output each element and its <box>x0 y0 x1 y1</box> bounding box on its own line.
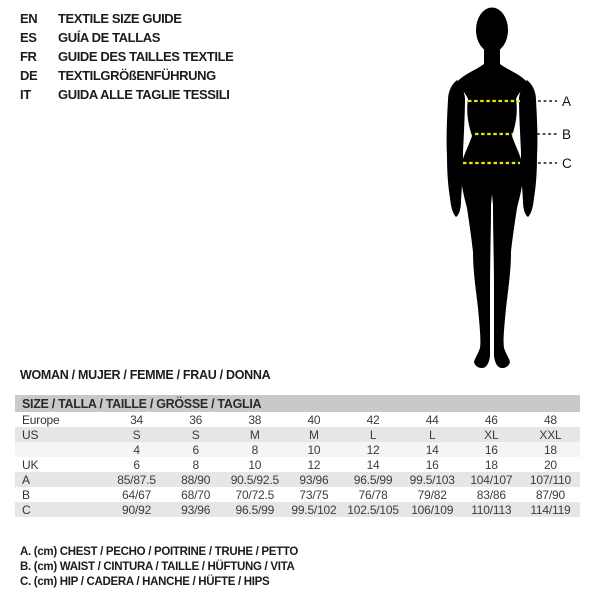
table-cell: XXL <box>539 427 562 442</box>
table-cell: 99.5/102 <box>291 502 337 517</box>
table-cell: 96.5/99 <box>353 472 393 487</box>
marker-label-c: C <box>562 156 572 171</box>
size-table <box>15 395 580 517</box>
table-cell: 16 <box>484 442 498 457</box>
silhouette-left-arm <box>447 80 465 217</box>
table-cell: 44 <box>425 412 439 427</box>
language-row <box>20 28 233 47</box>
table-cell: 4 <box>133 442 140 457</box>
legend-line-hip: C. (cm) HIP / CADERA / HANCHE / HÜFTE / HIPS <box>20 576 270 588</box>
table-cell: L <box>428 427 436 442</box>
table-cell: S <box>132 427 141 442</box>
size-table-header: SIZE / TALLA / TAILLE / GRÖSSE / TAGLIA <box>15 395 580 412</box>
table-cell: 76/78 <box>358 487 388 502</box>
legend-line-waist: B. (cm) WAIST / CINTURA / TAILLE / HÜFTUNG / VITA <box>20 561 295 573</box>
measurement-figure <box>420 0 600 380</box>
row-label: B <box>22 487 30 502</box>
table-cell: 12 <box>366 442 380 457</box>
table-cell: 20 <box>543 457 557 472</box>
table-row <box>15 457 580 472</box>
table-cell: 70/72.5 <box>235 487 275 502</box>
table-cell: 6 <box>192 442 199 457</box>
row-label: UK <box>22 457 39 472</box>
row-label: Europe <box>22 412 60 427</box>
table-cell: 18 <box>484 457 498 472</box>
marker-label-a: A <box>562 94 572 109</box>
language-code: FR <box>20 49 37 64</box>
language-title: GUIDE DES TAILLES TEXTILE <box>58 49 234 64</box>
silhouette-right-arm <box>519 80 537 217</box>
table-cell: 99.5/103 <box>409 472 455 487</box>
row-label: US <box>22 427 39 442</box>
table-cell: 18 <box>543 442 557 457</box>
language-row <box>20 85 233 104</box>
language-title-block <box>20 9 233 104</box>
table-row <box>15 502 580 517</box>
table-row <box>15 427 580 442</box>
table-cell: 83/86 <box>476 487 506 502</box>
language-title: TEXTILE SIZE GUIDE <box>58 11 182 26</box>
language-code: IT <box>20 87 31 102</box>
table-cell: 6 <box>133 457 140 472</box>
language-title: TEXTILGRÖßENFÜHRUNG <box>58 68 216 83</box>
table-cell: 38 <box>248 412 262 427</box>
table-cell: 79/82 <box>417 487 447 502</box>
table-cell: 14 <box>425 442 439 457</box>
table-cell: 73/75 <box>299 487 329 502</box>
table-cell: XL <box>484 427 499 442</box>
language-code: DE <box>20 68 38 83</box>
table-cell: 87/90 <box>535 487 565 502</box>
table-cell: 14 <box>366 457 380 472</box>
row-label: A <box>22 472 30 487</box>
marker-label-b: B <box>562 127 572 142</box>
table-cell: 90.5/92.5 <box>230 472 279 487</box>
language-row <box>20 66 233 85</box>
table-cell: 46 <box>484 412 498 427</box>
table-cell: 68/70 <box>181 487 211 502</box>
table-cell: 8 <box>192 457 199 472</box>
table-cell: 8 <box>251 442 259 457</box>
table-cell: 106/109 <box>411 502 454 517</box>
language-code: EN <box>20 11 38 26</box>
table-cell: 110/113 <box>471 502 512 517</box>
table-cell: 10 <box>307 442 321 457</box>
table-cell: 36 <box>189 412 203 427</box>
language-row <box>20 9 233 28</box>
table-cell: M <box>249 427 260 442</box>
table-cell: 93/96 <box>299 472 329 487</box>
table-cell: 104/107 <box>470 472 513 487</box>
table-cell: 64/67 <box>122 487 152 502</box>
table-cell: 40 <box>307 412 321 427</box>
table-row <box>15 487 580 502</box>
table-cell: M <box>309 427 319 442</box>
table-cell: 96.5/99 <box>235 502 275 517</box>
table-cell: 88/90 <box>181 472 211 487</box>
table-cell: 90/92 <box>122 502 152 517</box>
table-cell: 93/96 <box>181 502 211 517</box>
table-row <box>15 472 580 487</box>
table-cell: 114/119 <box>530 502 571 517</box>
table-cell: 42 <box>366 412 380 427</box>
size-table-body <box>15 412 580 517</box>
woman-silhouette-svg <box>420 0 600 380</box>
table-cell: S <box>191 427 200 442</box>
silhouette-head <box>476 8 508 53</box>
legend-line-chest: A. (cm) CHEST / PECHO / POITRINE / TRUHE / PETTO <box>20 546 299 558</box>
table-cell: 12 <box>307 457 321 472</box>
language-code: ES <box>20 30 37 45</box>
table-cell: 107/110 <box>529 472 571 487</box>
table-row <box>15 412 580 427</box>
silhouette-body <box>457 46 527 368</box>
language-title: GUÍA DE TALLAS <box>58 30 161 45</box>
table-cell: 34 <box>130 412 144 427</box>
language-title: GUIDA ALLE TAGLIE TESSILI <box>58 87 230 102</box>
measurement-legend <box>20 546 298 591</box>
table-cell: 102.5/105 <box>347 502 399 517</box>
table-row <box>15 442 580 457</box>
section-title: WOMAN / MUJER / FEMME / FRAU / DONNA <box>20 368 271 382</box>
table-cell: L <box>369 427 377 442</box>
table-cell: 10 <box>248 457 262 472</box>
row-label: C <box>22 502 31 517</box>
table-cell: 48 <box>543 412 557 427</box>
table-cell: 16 <box>425 457 439 472</box>
table-cell: 85/87.5 <box>117 472 156 487</box>
language-row <box>20 47 233 66</box>
